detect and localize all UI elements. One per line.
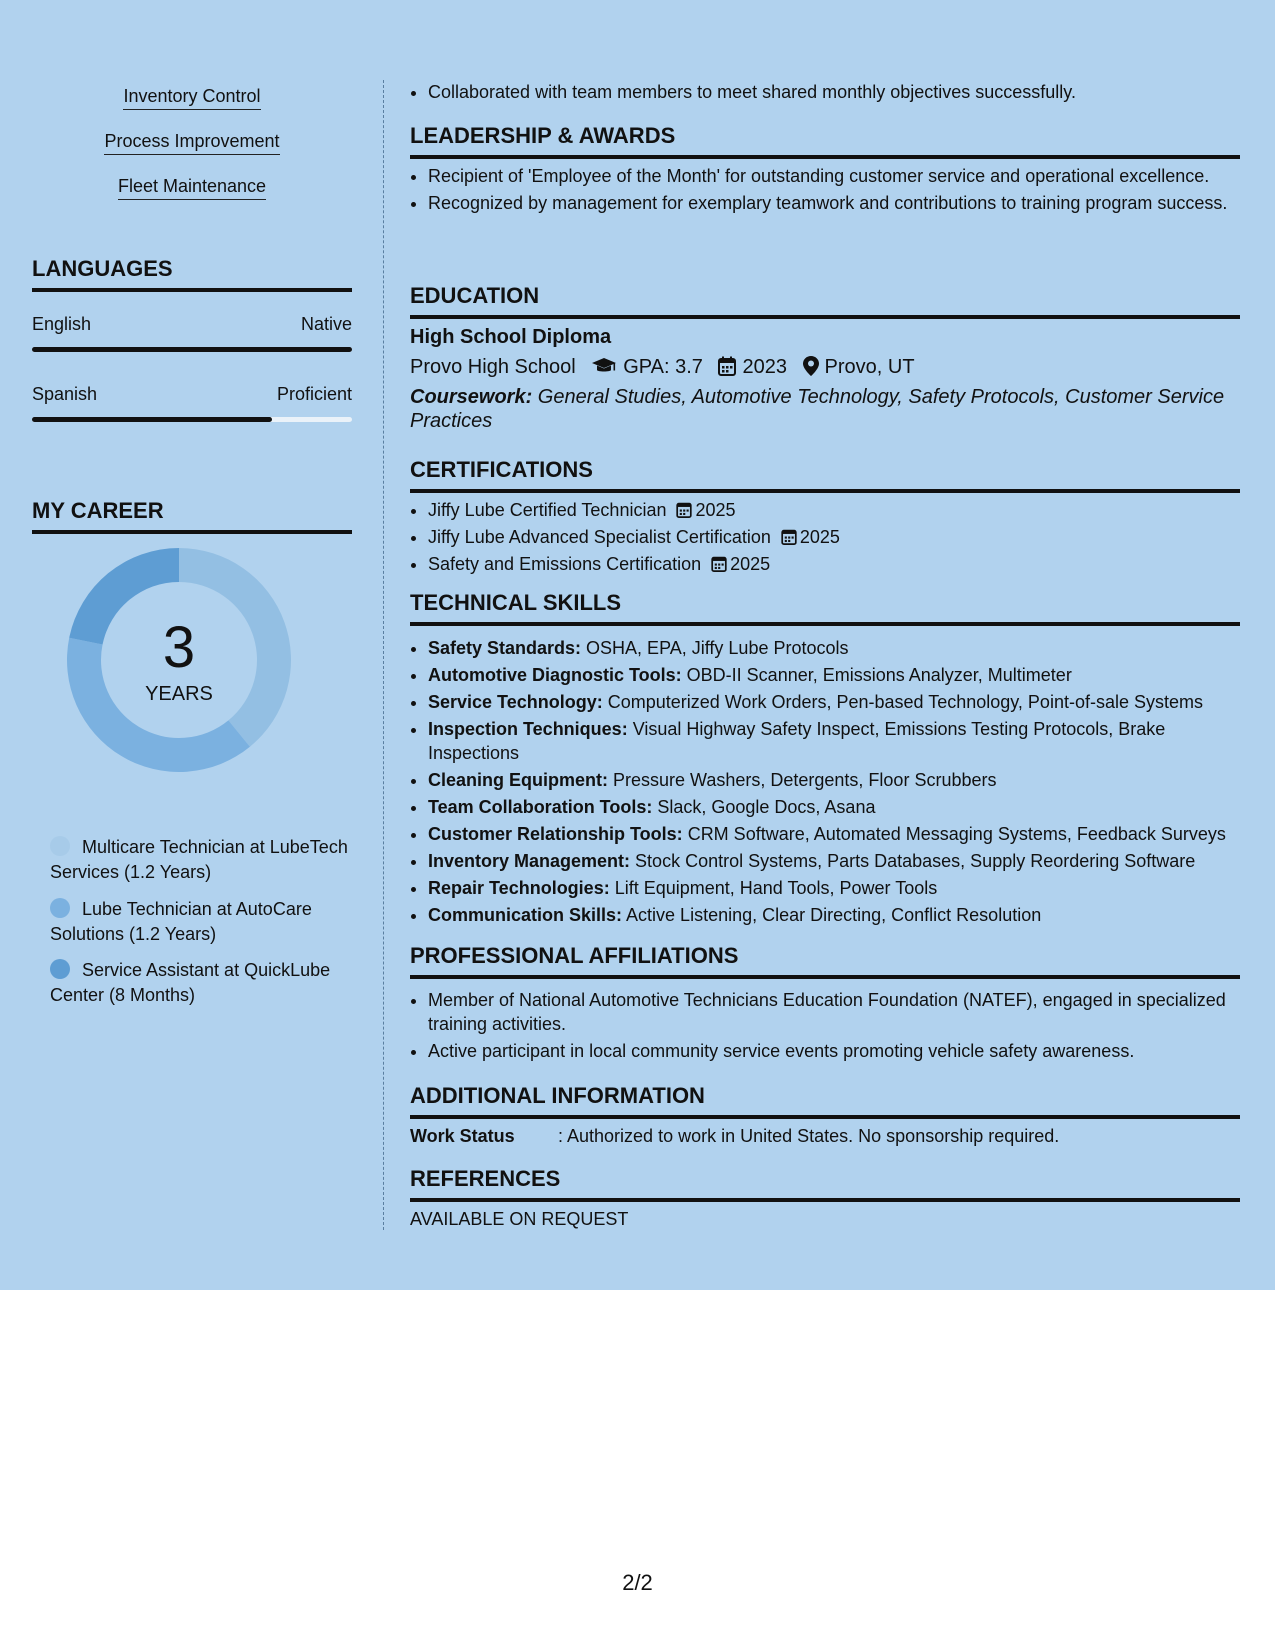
career-donut-chart [64,545,294,775]
skill-category: Team Collaboration Tools: [428,797,653,817]
career-legend-item [50,958,350,1008]
leadership-item: • Recognized by management for exemplary teamwork and contributions to training program success. [428,191,1258,215]
certification-year: 2025 [695,500,736,520]
certification-item [428,498,1258,522]
coursework-value: General Studies, Automotive Technology, Safety Protocols, Customer Service Practices [410,386,1225,432]
education-degree: High School Diploma [410,326,612,348]
skill-category: Safety Standards: [428,638,582,658]
skill-values: Pressure Washers, Detergents, Floor Scrubbers [608,770,997,790]
skill-values: OSHA, EPA, Jiffy Lube Protocols [581,638,849,658]
education-gpa: GPA: 3.7 [623,356,703,378]
skill-values: Visual Highway Safety Inspect, Emissions Testing Protocols, Brake Inspections [428,719,1166,763]
technical-skill-item [428,795,1258,819]
certifications-list [410,498,1258,579]
work-status-key: Work Status [410,1126,515,1146]
affiliations-heading: PROFESSIONAL AFFILIATIONS [410,943,1240,979]
work-status-row [410,1126,1059,1147]
coursework-label: Coursework: [410,386,533,408]
calendar-icon [781,528,797,545]
education-school: Provo High School [410,356,576,378]
page-number: 2/2 [622,1570,653,1595]
technical-skill-item [428,903,1258,927]
language-level: Native [300,314,352,334]
calendar-icon [676,501,692,518]
language-level: Proficient [276,384,352,404]
skill-category: Communication Skills: [428,905,623,925]
skill-category: Customer Relationship Tools: [428,824,683,844]
career-legend-item [50,835,350,885]
legend-dot [50,898,70,918]
technical-skills-heading: TECHNICAL SKILLS [410,590,1240,626]
column-divider [383,80,384,1230]
leadership-heading: LEADERSHIP & AWARDS [410,123,1240,159]
skill-values: Computerized Work Orders, Pen-based Technology, Point-of-sale Systems [602,692,1203,712]
certification-year: 2025 [730,554,771,574]
language-bar-fill [32,417,272,422]
skill-item [32,86,352,110]
affiliation-item: • Member of National Automotive Technicians Education Foundation (NATEF), engaged in specialized training activities. [428,988,1258,1036]
references-heading: REFERENCES [410,1166,1240,1202]
skill-values: OBD-II Scanner, Emissions Analyzer, Multimeter [681,665,1072,685]
donut-segment [179,548,291,747]
certification-item [428,525,1258,549]
skill-category: Repair Technologies: [428,878,610,898]
skill-values: Lift Equipment, Hand Tools, Power Tools [609,878,938,898]
technical-skill-item [428,768,1258,792]
technical-skill-item [428,849,1258,873]
skill-label: Inventory Control [123,86,260,110]
leadership-item: • Recipient of 'Employee of the Month' for outstanding customer service and operational excellence. [428,164,1258,188]
work-status-value: : Authorized to work in United States. No sponsorship required. [558,1126,1060,1146]
legend-label: Multicare Technician at LubeTech Services (1.2 Years) [50,837,348,882]
graduation-cap-icon [591,356,617,382]
skill-item [32,131,352,155]
technical-skill-item [428,717,1258,765]
skill-values: Slack, Google Docs, Asana [652,797,876,817]
certifications-heading: CERTIFICATIONS [410,457,1240,493]
education-year: 2023 [742,356,787,378]
education-coursework [410,385,1230,433]
calendar-icon [711,555,727,572]
technical-skill-item [428,636,1258,660]
references-text: AVAILABLE ON REQUEST [410,1209,629,1229]
education-meta [410,356,915,382]
career-legend-item [50,897,350,947]
skill-category: Inventory Management: [428,851,631,871]
additional-info-heading: ADDITIONAL INFORMATION [410,1083,1240,1119]
certification-item [428,552,1258,576]
calendar-icon [718,356,736,382]
career-years-value: 3 [162,615,196,680]
education-location: Provo, UT [824,356,915,378]
experience-bullet: • Collaborated with team members to meet shared monthly objectives successfully. [428,80,1258,104]
language-name: English [32,314,92,334]
technical-skills-list [410,636,1258,930]
certification-name: Safety and Emissions Certification [428,554,702,574]
skill-category: Automotive Diagnostic Tools: [428,665,682,685]
legend-dot [50,836,70,856]
languages-heading: LANGUAGES [32,256,352,292]
skill-category: Cleaning Equipment: [428,770,608,790]
certification-name: Jiffy Lube Advanced Specialist Certification [428,527,771,547]
legend-label: Service Assistant at QuickLube Center (8 Months) [50,960,331,1005]
certification-year: 2025 [799,527,840,547]
education-heading: EDUCATION [410,283,1240,319]
legend-dot [50,959,70,979]
certification-name: Jiffy Lube Certified Technician [428,500,667,520]
experience-bullets [410,80,1258,107]
technical-skill-item [428,663,1258,687]
leadership-list [410,164,1258,218]
language-bar [32,347,352,352]
technical-skill-item [428,876,1258,900]
skill-category: Inspection Techniques: [428,719,628,739]
career-years-label: YEARS [145,683,213,705]
technical-skill-item [428,690,1258,714]
skill-label: Fleet Maintenance [118,176,266,200]
affiliation-item: • Active participant in local community service events promoting vehicle safety awareness. [428,1039,1258,1063]
legend-label: Lube Technician at AutoCare Solutions (1.2 Years) [50,899,312,944]
career-heading: MY CAREER [32,498,352,534]
skill-item [32,176,352,200]
skill-values: CRM Software, Automated Messaging Systems, Feedback Surveys [682,824,1226,844]
skill-values: Stock Control Systems, Parts Databases, Supply Reordering Software [630,851,1196,871]
language-bar [32,417,352,422]
language-bar-fill [32,347,352,352]
technical-skill-item [428,822,1258,846]
skill-category: Service Technology: [428,692,603,712]
affiliations-list [410,988,1258,1066]
skill-label: Process Improvement [104,131,279,155]
skill-values: Active Listening, Clear Directing, Conflict Resolution [622,905,1042,925]
map-pin-icon [803,356,819,382]
language-name: Spanish [32,384,98,404]
